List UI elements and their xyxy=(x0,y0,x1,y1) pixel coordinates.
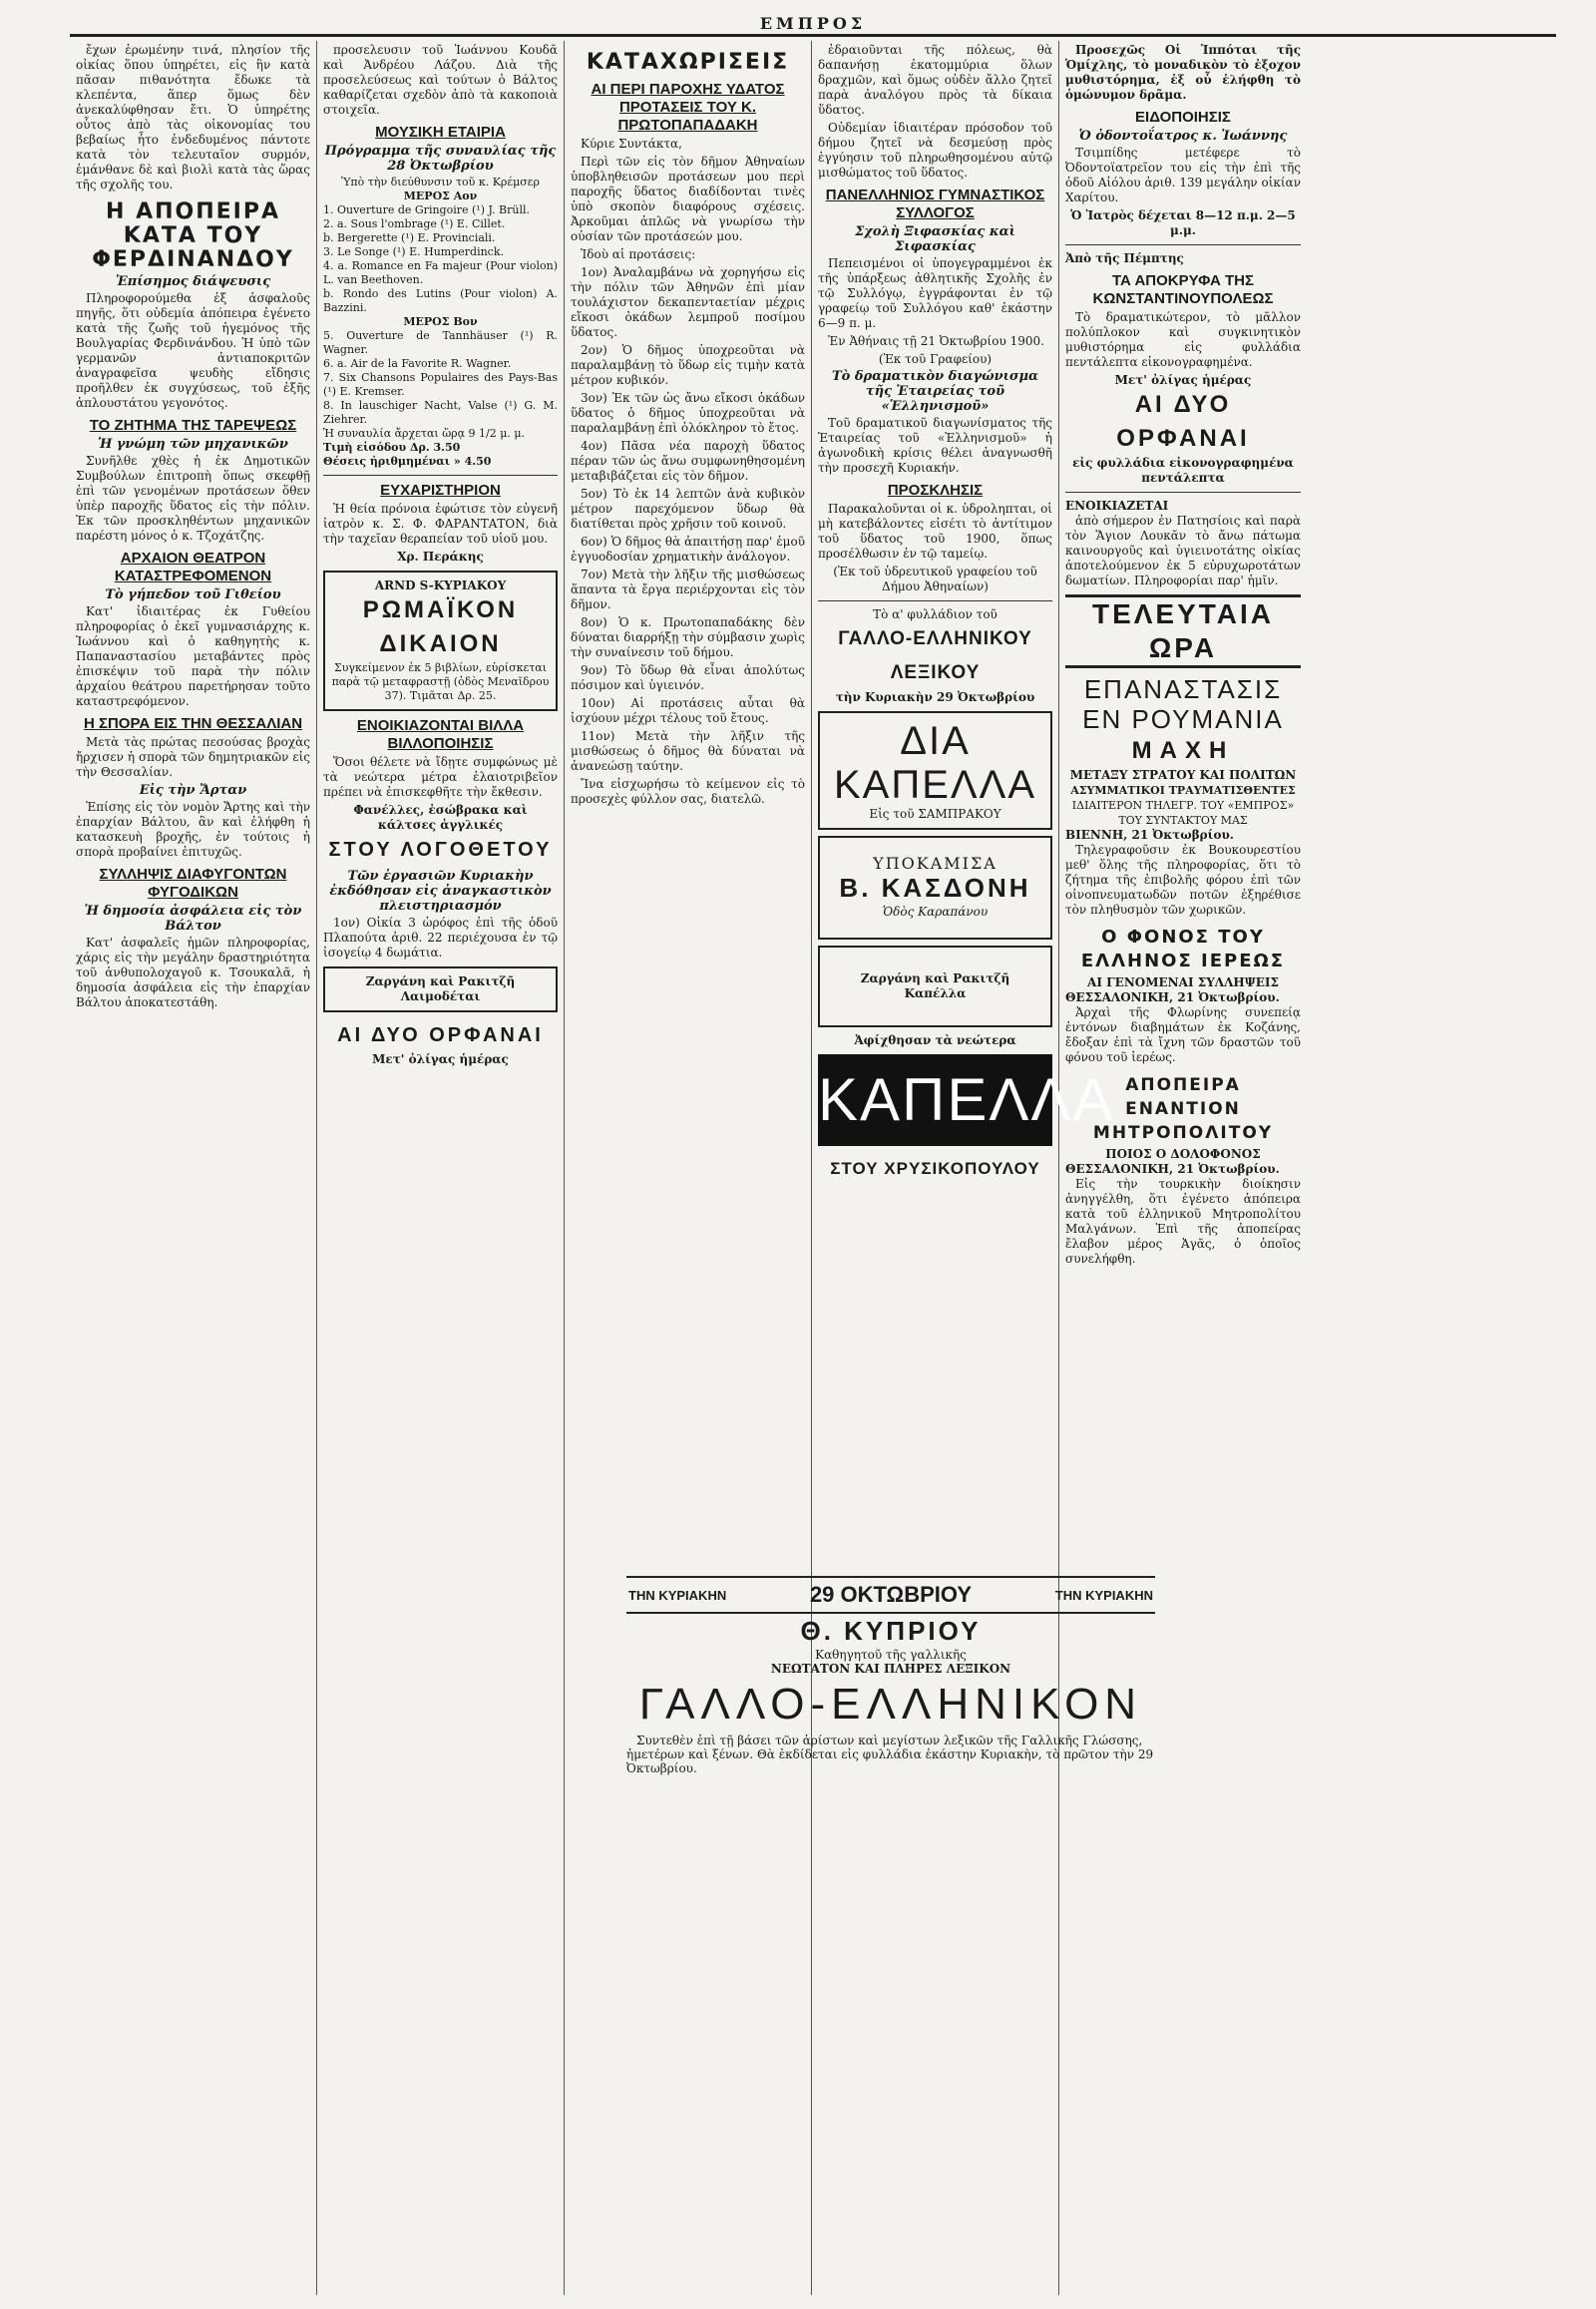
article-body: ἀπὸ σήμερον ἐν Πατησίοις καὶ παρὰ τὸν Ἅγιον Λουκᾶν τὸ ἄνω πάτωμα καινουργοῦς καὶ ὑγιεινοτάτης οἰκίας ἀποτελούμενον ἐκ 5 εὐρυχωροτάτων δωματίων. Πληροφορίαι παρ' ἡμῖν. xyxy=(1065,514,1301,587)
advert-date: τὴν Κυριακὴν 29 Ὀκτωβρίου xyxy=(835,690,1035,704)
headline-water-proposals: ΑΙ ΠΕΡΙ ΠΑΡΟΧΗΣ ΥΔΑΤΟΣ ΠΡΟΤΑΣΕΙΣ ΤΟΥ Κ. ΠΡΩΤΟΠΑΠΑΔΑΚΗ xyxy=(591,81,785,134)
advert-shop: ΣΤΟΥ ΧΡΥΣΙΚΟΠΟΥΛΟΥ xyxy=(830,1159,1040,1178)
proposal: 1ον) Ἀναλαμβάνω νὰ χορηγήσω εἰς τὴν πόλιν τῶν Ἀθηνῶν ἐπὶ μίαν τουλάχιστον δεκαπενταετίαν μέχρις εἴκοσι ὀκάδων λεμπροῦ ποσίμου ὕδατος. xyxy=(571,265,805,339)
subhead-battle: ΜΑΧΗ xyxy=(1131,737,1235,764)
intro-text: ἐδραιοῦνται τῆς πόλεως, θὰ δαπανήσῃ ἐκατομμύρια ὅλων δραχμῶν, καὶ ὅμως οὐδὲν ἄλλο ζητεῖ παρὰ ἀναλόγου πρὸς τὰ δίκαια ὕδατος. xyxy=(818,43,1052,117)
subhead: Τῶν ἐργασιῶν Κυριακὴν ἐκδόθησαν εἰς ἀναγκαστικὸν πλειστηριασμόν xyxy=(329,869,552,914)
program-item: 3. Le Songe (¹) E. Humperdinck. xyxy=(323,245,504,258)
signature: (Ἐκ τοῦ ὑδρευτικοῦ γραφείου τοῦ Δήμου Ἀθηναίων) xyxy=(833,565,1037,593)
advert-kapella: ΚΑΠΕΛΛΑ xyxy=(818,1054,1052,1146)
price: Θέσεις ἠριθμημέναι » 4.50 xyxy=(323,455,492,468)
headline-thanks: ΕΥΧΑΡΙΣΤΗΡΙΟΝ xyxy=(380,482,501,499)
column-5 xyxy=(1059,41,1307,2295)
office: (Ἐκ τοῦ Γραφείου) xyxy=(878,352,993,366)
subhead: Ἡ γνώμη τῶν μηχανικῶν xyxy=(98,437,288,452)
advert-line: Β. ΚΑΣΔΟΝΗ xyxy=(839,873,1031,903)
column-2 xyxy=(317,41,565,2295)
headline-last-hour: ΤΕΛΕΥΤΑΙΑ ΩΡΑ xyxy=(1065,594,1301,668)
headline-orphans: ΑΙ ΔΥΟ ΟΡΦΑΝΑΙ xyxy=(1116,391,1250,452)
advert-sub: Εἰς τοῦ ΣΑΜΠΡΑΚΟΥ xyxy=(869,807,1001,821)
advert-date-bar xyxy=(626,1576,1155,1614)
advert-roman-law xyxy=(323,571,558,711)
headline-metropolitan: ΑΠΟΠΕΙΡΑ ΕΝΑΝΤΙΟΝ ΜΗΤΡΟΠΟΛΙΤΟΥ xyxy=(1092,1075,1274,1143)
advert-pre: Ἀφίχθησαν τὰ νεώτερα xyxy=(854,1033,1016,1047)
headline-orphans: ΑΙ ΔΥΟ ΟΡΦΑΝΑΙ xyxy=(337,1024,544,1046)
advert-line: ΥΠΟΚΑΜΙΣΑ xyxy=(873,854,998,873)
part-a: ΜΕΡΟΣ Αον xyxy=(403,190,478,202)
article-body: 1ον) Οἰκία 3 ὡρόφος ἐπὶ τῆς ὁδοῦ Πλαπούτα ἀριθ. 22 περιέχουσα ἐν τῷ ἰσογείῳ 4 δωμάτια. xyxy=(323,916,558,960)
subhead: Τὸ γήπεδον τοῦ Γιθείου xyxy=(105,587,281,602)
proposal: 9ον) Τὸ ὕδωρ θὰ εἶναι ἀπολύτως πόσιμον καὶ ὑγιεινόν. xyxy=(571,663,805,692)
small-head: Ἀπὸ τῆς Πέμπτης xyxy=(1065,251,1184,265)
program-item: 2. a. Sous l'ombrage (¹) E. Cillet. xyxy=(323,217,506,230)
advert-shirts xyxy=(818,836,1052,940)
proposal: 6ον) Ὁ δῆμος θὰ ἀπαιτήσῃ παρ' ἐμοῦ ἐγγυοδοσίαν χρηματικὴν ἀνάλογον. xyxy=(571,535,805,564)
advert-text: Συγκείμενον ἐκ 5 βιβλίων, εὑρίσκεται παρὰ τῷ μεταφραστῇ (ὁδὸς Μεναῖδρου 37). Τιμᾶται Δρ. 25. xyxy=(331,661,550,702)
subhead: ΑΙ ΓΕΝΟΜΕΝΑΙ ΣΥΛΛΗΨΕΙΣ xyxy=(1087,975,1279,989)
intro-text: ἔχων ἐρωμένην τινά, πλησίον τῆς οἰκίας ὅπου ὑπηρέτει, εἰς ἣν κατὰ πᾶσαν πιθανότητα ἔδωκε τὰ κλεπέντα, ἅπερ ὅμως δὲν ἀνεκαλύφθησαν ἔτι. Ὁ ὑπηρέτης οὗτος ἀπὸ τὰς οἰκονομίας του βεβαίως ἦτο ἐνδεδυμένος πάντοτε κατὰ τὸν τελευταῖον συρμόν, ἐμάνθανε δὲ καὶ βιολὶ κατὰ τὰς ὥρας τῆς σχολῆς του. xyxy=(76,43,310,192)
advert-pre: Τὸ α' φυλλάδιον τοῦ xyxy=(873,607,998,621)
advert-title: ΓΑΛΛΟ-ΕΛΛΗΝΙΚΟΝ xyxy=(638,1680,1143,1729)
dateline: ΘΕΣΣΑΛΟΝΙΚΗ, 21 Ὀκτωβρίου. xyxy=(1065,990,1280,1004)
columns xyxy=(70,41,1556,2295)
salutation: Κύριε Συντάκτα, xyxy=(581,137,682,151)
advert-top: ARND S-ΚΥΡΙΑΚΟΥ xyxy=(374,578,507,592)
proposal: 8ον) Ὁ κ. Πρωτοπαπαδάκης δὲν δύναται διαρρήξῃ τὴν σύμβασιν χωρὶς τὴν συναίνεσιν τοῦ δήμου. xyxy=(571,615,805,659)
headline-notice: ΕΙΔΟΠΟΙΗΣΙΣ xyxy=(1135,109,1231,126)
subhead: Σχολὴ Ξιφασκίας καὶ Σιφασκίας xyxy=(855,224,1015,254)
article-body: Εἰς τὴν τουρκικὴν διοίκησιν ἀνηγγέλθη, ὅτι ἐγένετο ἀπόπειρα κατὰ τοῦ ἑλληνικοῦ Μητροπολίτου Μαλγάνων. Ἐπὶ τῆς ἀποπείρας ἔλαβον μέρος Ἀγᾶς, ὁ ὁποῖος συνελήφθη. xyxy=(1065,1177,1301,1266)
program-item: 4. a. Romance en Fa majeur (Pour violon) L. van Beethoven. xyxy=(323,259,558,286)
proposal: 11ον) Μετὰ τὴν λῆξιν τῆς μισθώσεως ὁ δῆμος θὰ δύναται νὰ ἀνανεώσῃ ταύτην. xyxy=(571,729,805,773)
program-item: 1. Ouverture de Gringoire (¹) J. Brüll. xyxy=(323,203,530,216)
article-body: Περὶ τῶν εἰς τὸν δῆμον Ἀθηναίων ὑποβληθεισῶν προτάσεων μου περὶ παροχῆς ὕδατος διαδίδονται τινὲς ὑπὸ σκοπὸν διαφόρους σχέσεις. Ἀρκοῦμαι ἁπλῶς νὰ γνωρίσω τὴν οὐσίαν τῶν προτάσεών μου. xyxy=(571,155,805,243)
advert-neckties xyxy=(323,966,558,1012)
concert-start: Ἡ συναυλία ἄρχεται ὥρᾳ 9 1/2 μ. μ. xyxy=(323,427,526,440)
article-body: Μετὰ τὰς πρώτας πεσούσας βροχὰς ἤρχισεν ἡ σπορὰ τῶν δημητριακῶν εἰς τὴν Θεσσαλίαν. xyxy=(76,735,310,779)
headline-drama: Τὸ δραματικὸν διαγώνισμα τῆς Ἑταιρείας τοῦ «Ἑλληνισμοῦ» xyxy=(831,369,1039,414)
divider xyxy=(323,475,558,476)
dateline: ΘΕΣΣΑΛΟΝΙΚΗ, 21 Ὀκτωβρίου. xyxy=(1065,1162,1280,1176)
hours: Ὁ Ἰατρὸς δέχεται 8—12 π.μ. 2—5 μ.μ. xyxy=(1070,208,1296,237)
advert-line: Λαιμοδέται xyxy=(400,989,481,1003)
subhead: ΑΣΥΜΜΑΤΙΚΟΙ ΤΡΑΥΜΑΤΙΣΘΕΝΤΕΣ xyxy=(1070,784,1296,797)
program-item: 6. a. Air de la Favorite R. Wagner. xyxy=(323,357,512,370)
sub-note: εἰς φυλλάδια εἰκονογραφημένα πεντάλεπτα xyxy=(1072,456,1294,485)
proposal: 3ον) Ἐκ τῶν ὡς ἄνω εἴκοσι ὀκάδων ὕδατος ὁ δῆμος ὑποχρεοῦται νὰ παραλαμβάνῃ ἐπὶ ὁλόκληρον τὸ ἔτος. xyxy=(571,391,805,435)
proposal: 2ον) Ὁ δῆμος ὑποχρεοῦται νὰ παραλαμβάνῃ τὸ ὕδωρ εἰς τιμὴν κατὰ μέτρον κυβικόν. xyxy=(571,343,805,387)
advert-line: Καπέλλα xyxy=(904,986,967,1000)
intro-text: προσελευσιν τοῦ Ἰωάννου Κουδᾶ καὶ Ἀνδρέου Λάζου. Διὰ τῆς προσελεύσεως καὶ τούτων ὁ Βάλτος καθαρίζεται σχεδὸν ἀπὸ τὰ κακοποιὰ στοιχεῖα. xyxy=(323,43,558,117)
headline-fugitives: ΣΥΛΛΗΨΙΣ ΔΙΑΦΥΓΟΝΤΩΝ ΦΥΓΟΔΙΚΩΝ xyxy=(99,866,287,901)
advert-line: Ὁδὸς Καραπάνου xyxy=(882,905,989,919)
article-body: Πληροφορούμεθα ἐξ ἀσφαλοῦς πηγῆς, ὅτι οὐδεμία ἀπόπειρα ἐγένετο κατὰ τῆς ζωῆς τοῦ ἡγεμόνος τῆς Βουλγαρίας Φερδινάνδου. Ἡ ὑπὸ τῶν γερμανῶν ἀντιαποκριτῶν ἀναγραφεῖσα ψευδὴς εἴδησις προῆλθεν ἐκ συγχύσεως, τοῦ ἐξῆς ἁπλουστάτου γεγονότος. xyxy=(76,291,310,410)
article-body: Πεπεισμένοι οἱ ὑπογεγραμμένοι ἐκ τῆς ὑπάρξεως ἀθλητικῆς Σχολῆς ἐν τῷ Συλλόγῳ, ἐγγράφονται ἐν τῷ γραφείῳ τοῦ Συλλόγου καθ' ἑκάστην 6—9 π. μ. xyxy=(818,256,1052,330)
headline-water: ΤΟ ΖΗΤΗΜΑ ΤΗΣ ΤΑΡΕΨΕΩΣ xyxy=(89,417,297,434)
direction: Ὑπὸ τὴν διεύθυνσιν τοῦ κ. Κρέμσερ xyxy=(341,176,540,189)
part-b: ΜΕΡΟΣ Βον xyxy=(403,315,478,328)
headline-ferdinand: Η ΑΠΟΠΕΙΡΑ ΚΑΤΑ ΤΟΥ ΦΕΡΔΙΝΑΝΔΟΥ xyxy=(92,199,294,272)
program-item: 7. Six Chansons Populaires des Pays-Bas (¹) E. Kremser. xyxy=(323,371,558,398)
advert-title: ΡΩΜΑΪΚΟΝ ΔΙΚΑΙΟΝ xyxy=(362,596,519,657)
divider xyxy=(1065,492,1301,493)
headline-music: ΜΟΥΣΙΚΗ ΕΤΑΙΡΙΑ xyxy=(375,124,506,141)
article-body: Ἀρχαὶ τῆς Φλωρίνης συνεπείᾳ ἐντόνων διαβημάτων ἐκ Κοζάνης, ἔδοξαν ἐπὶ τὰ ἴχνη τῶν δραστῶν τοῦ φόνου τοῦ ἱερέως. xyxy=(1065,1005,1301,1064)
advert-line: Ζαργάνη καὶ Ρακιτζῆ xyxy=(860,971,1010,985)
footer-note: Μετ' ὀλίγας ἡμέρας xyxy=(372,1052,509,1066)
subhead: Ἐπίσημος διάψευσις xyxy=(115,274,271,289)
proposal: 5ον) Τὸ ἐκ 14 λεπτῶν ἀνὰ κυβικὸν μέτρον παρεχόμενον ὕδωρ θὰ διατίθεται πρὸς χρῆσιν τοῦ κοινοῦ. xyxy=(571,487,805,531)
article-body: Τοῦ δραματικοῦ διαγωνίσματος τῆς Ἑταιρείας τοῦ «Ἑλληνισμοῦ» ἡ ἀγωνοδικὴ κρίσις θέλει ἀναγνωσθῆ τὴν προσεχῆ Κυριακήν. xyxy=(818,416,1052,475)
subhead: Ὁ ὀδοντοΐατρος κ. Ἰωάννης xyxy=(1078,129,1288,144)
headline-secrets: ΤΑ ΑΠΟΚΡΥΦΑ ΤΗΣ ΚΩΝΣΤΑΝΤΙΝΟΥΠΟΛΕΩΣ xyxy=(1092,272,1274,307)
article-body: Κατ' ἰδιαιτέρας ἐκ Γυθείου πληροφορίας ὁ ἐκεῖ γυμνασιάρχης κ. Ἰωάννου καὶ ὁ καθηγητὴς κ. Παπαναστασίου μεταβάντες πρὸς ἐπισκέψιν τοῦ παρὰ τὴν πόλιν ἀρχαίου θεάτρου παρετήρησαν τοῦτο καταστρεφόμενον. xyxy=(76,604,310,708)
masthead: ΕΜΠΡΟΣ xyxy=(759,14,867,33)
headline-theatre: ΑΡΧΑΙΟΝ ΘΕΑΤΡΟΝ ΚΑΤΑΣΤΡΕΦΟΜΕΝΟΝ xyxy=(114,550,272,584)
source: ΙΔΙΑΙΤΕΡΟΝ ΤΗΛΕΓΡ. ΤΟΥ «ΕΜΠΡΟΣ» ΤΟΥ ΣΥΝΤΑΚΤΟΥ ΜΑΣ xyxy=(1071,799,1295,827)
closing: Ἴνα εἰσχωρήσω τὸ κείμενον εἰς τὸ προσεχὲς φύλλον σας, διατελῶ. xyxy=(571,777,805,806)
article-body: Τσιμπίδης μετέφερε τὸ Ὀδοντοϊατρεῖον του εἰς τὴν ἐπὶ τῆς ὁδοῦ Αἰόλου ἀριθ. 139 μεγάλην οἰκίαν Χαρίτου. xyxy=(1065,146,1301,204)
article-body: Τηλεγραφοῦσιν ἐκ Βουκουρεστίου μεθ' ὅλης τῆς πληροφορίας, ὅτι τὸ ζήτημα τῆς ἐπιβολῆς φόρου ἐπὶ τῶν οἰνοπνευματωδῶν ποτῶν ἐξηρέθισε τὸν πληθυσμὸν τῶν χωρικῶν. xyxy=(1065,843,1301,917)
bar-date: 29 ΟΚΤΩΒΡΙΟΥ xyxy=(809,1582,973,1607)
headline-rent: ΕΝΟΙΚΙΑΖΕΤΑΙ xyxy=(1065,499,1169,513)
proposal: 10ον) Αἱ προτάσεις αὗται θὰ ἰσχύουν μέχρι τέλους τοῦ ἔτους. xyxy=(571,696,805,725)
advert-text: Συντεθὲν ἐπὶ τῇ βάσει τῶν ἀρίστων καὶ μεγίστων λεξικῶν τῆς Γαλλικῆς Γλώσσης, ἡμετέρων καὶ ξένων. Θὰ ἐκδίδεται εἰς φυλλάδια ἐκάστην Κυριακὴν, τὸ πρῶτον τὴν 29 Ὀκτωβρίου. xyxy=(626,1733,1154,1775)
headline-villa: ΕΝΟΙΚΙΑΖΟΝΤΑΙ ΒΙΛΛΑ ΒΙΛΛΟΠΟΙΗΣΙΣ xyxy=(356,717,525,752)
article-body: Παρακαλοῦνται οἱ κ. ὑδροληπται, οἱ μὴ κατεβάλοντες εἰσέτι τὸ ἀντίτιμον τοῦ ὕδατος τοῦ 1900, ὅπως προσέλθωσιν ἐν τῷ ταμείῳ. xyxy=(818,502,1052,561)
dictionary-advert xyxy=(626,1576,1155,1778)
program-item: b. Bergerette (¹) E. Provinciali. xyxy=(323,231,496,244)
advert-hats-shop xyxy=(818,946,1052,1027)
subhead: Πρόγραμμα τῆς συναυλίας τῆς 28 Ὀκτωβρίου xyxy=(324,144,557,174)
dateline: ΒΙΕΝΝΗ, 21 Ὀκτωβρίου. xyxy=(1065,828,1234,842)
author-desc: Καθηγητοῦ τῆς γαλλικῆς xyxy=(815,1648,967,1662)
bar-left: ΤΗΝ ΚΥΡΙΑΚΗΝ xyxy=(628,1587,727,1603)
article-body: Κατ' ἀσφαλεῖς ἡμῶν πληροφορίας, χάρις εἰς τὴν μεγάλην δραστηριότητα τοῦ ἀνθυπολοχαγοῦ κ. Τσουκαλᾶ, ἡ δημοσία ἀσφάλεια εἰς τὴν ἐπαρχίαν Βάλτου ἀποκατεστάθη. xyxy=(76,936,310,1009)
proposals-intro: Ἰδοὺ αἱ προτάσεις: xyxy=(581,247,696,261)
advert-line: Ζαργάνη καὶ Ρακιτζῆ xyxy=(365,974,516,988)
advert-shop: ΣΤΟΥ ΛΟΓΟΘΕΤΟΥ xyxy=(328,839,553,861)
pre-note: Μετ' ὀλίγας ἡμέρας xyxy=(1114,373,1252,387)
price: Τιμὴ εἰσόδου Δρ. 3.50 xyxy=(323,441,461,454)
signature: Χρ. Περάκης xyxy=(397,550,484,564)
advert-title: ΔΙΑ ΚΑΠΕΛΛΑ xyxy=(833,719,1037,807)
program-item: b. Rondo des Lutins (Pour violon) A. Bazzini. xyxy=(323,287,558,314)
proposal: 7ον) Μετὰ τὴν λῆξιν τῆς μισθώσεως ἅπαντα τὰ ἔργα περιέρχονται εἰς τὸν δῆμον. xyxy=(571,568,805,611)
headline-gym: ΠΑΝΕΛΛΗΝΙΟΣ ΓΥΜΝΑΣΤΙΚΟΣ ΣΥΛΛΟΓΟΣ xyxy=(825,187,1045,221)
article-body: Συνῆλθε χθὲς ἡ ἐκ Δημοτικῶν Συμβούλων ἐπιτροπὴ ὅπως σκεφθῇ ἐπὶ τῶν γενομένων προτάσεων ὅθεν ὑπὲρ παροχῆς ὕδατος εἰς τὴν πόλιν. Ἐκ τῶν προσκληθέντων μηχανικῶν παρέστη μόνος ὁ κ. Τζοχάτζης. xyxy=(76,454,310,543)
column-1 xyxy=(70,41,317,2295)
headline-thessaly: Η ΣΠΟΡΑ ΕΙΣ ΤΗΝ ΘΕΣΣΑΛΙΑΝ xyxy=(83,715,303,732)
headline-invitation: ΠΡΟΣΚΛΗΣΙΣ xyxy=(887,482,984,499)
article-body: Ἐπίσης εἰς τὸν νομὸν Ἄρτης καὶ τὴν ἐπαρχίαν Βάλτου, ἂν καὶ ἐλήφθη ἡ κατασκευὴ βροχῆς, ἐν τούτοις ἡ σπορὰ προβαίνει ἐπιτυχῶς. xyxy=(76,800,310,859)
subhead: ΠΟΙΟΣ Ο ΔΟΛΟΦΟΝΟΣ xyxy=(1105,1147,1261,1161)
advert-subtitle: ΝΕΩΤΑΤΟΝ ΚΑΙ ΠΛΗΡΕΣ ΛΕΞΙΚΟΝ xyxy=(770,1662,1011,1676)
article-body: Ὅσοι θέλετε νὰ ἴδῃτε συμφώνως μὲ τὰ νεώτερα μέτρα ἑλαιοτριβεῖον πρέπει νὰ ἐπισκεφθῆτε τὴν ἔκθεσιν. xyxy=(323,755,558,799)
advert-dictionary: ΓΑΛΛΟ-ΕΛΛΗΝΙΚΟΥ ΛΕΞΙΚΟΥ xyxy=(838,628,1032,683)
article-body: Τὸ δραματικώτερον, τὸ μᾶλλον πολύπλοκον καὶ συγκινητικὸν μυθιστόρημα εἰς φυλλάδια πεντάλεπτα εἰκονογραφημένα. xyxy=(1065,310,1301,369)
column-3 xyxy=(565,41,812,2295)
headline-priest: Ο ΦΟΝΟΣ ΤΟΥ ΕΛΛΗΝΟΣ ΙΕΡΕΩΣ xyxy=(1080,927,1286,971)
advert-hats xyxy=(818,711,1052,830)
divider xyxy=(1065,244,1301,245)
masthead-rule xyxy=(70,34,1556,37)
proposal: 4ον) Πᾶσα νέα παροχὴ ὕδατος πέραν τῶν ὡς ἄνω συμφωνηθησομένη μεταβιβάζεται εἰς τὸν δῆμον. xyxy=(571,439,805,483)
subhead: Ἡ δημοσία ἀσφάλεια εἰς τὸν Βάλτον xyxy=(84,904,302,934)
article-body: Οὐδεμίαν ἰδιαιτέραν πρόσοδον τοῦ δήμου ζητεῖ νὰ δεσμεύσῃ πρὸς ἐγγύησιν τοῦ πληρωθησομένου αὐτῷ μισθώματος τοῦ ὕδατος. xyxy=(818,121,1052,180)
advert-author: Θ. ΚΥΠΡΙΟΥ xyxy=(800,1616,982,1646)
program-item: 5. Ouverture de Tannhäuser (¹) R. Wagner. xyxy=(323,329,558,356)
subhead: ΜΕΤΑΞΥ ΣΤΡΑΤΟΥ ΚΑΙ ΠΟΛΙΤΩΝ xyxy=(1069,768,1297,782)
program-item: 8. In lauschiger Nacht, Valse (¹) G. M. Ziehrer. xyxy=(323,399,558,426)
headline-listings: ΚΑΤΑΧΩΡΙΣΕΙΣ xyxy=(586,50,790,75)
bar-right: ΤΗΝ ΚΥΡΙΑΚΗΝ xyxy=(1054,1587,1153,1603)
headline-revolution: ΕΠΑΝΑΣΤΑΣΙΣ ΕΝ ΡΟΥΜΑΝΙΑ xyxy=(1082,674,1284,734)
article-body: Ἡ θεία πρόνοια ἐφώτισε τὸν εὐγενῆ ἰατρὸν κ. Σ. Φ. ΦΑΡΑΝΤΑΤΟΝ, διὰ τὴν ταχεῖαν θεραπείαν τοῦ υἱοῦ μου. xyxy=(323,502,558,546)
divider xyxy=(818,600,1052,601)
top-note: Προσεχῶς Οἱ Ἱππόται τῆς Ὁμίχλης, τὸ μοναδικὸν τὸ ἐξοχον μυθιστόρημα, ἐξ οὗ ἐλήφθη τὸ ὁμώνυμον δρᾶμα. xyxy=(1065,43,1301,102)
advert-title: Φανέλλες, ἐσώβρακα καὶ κάλτσες ἀγγλικές xyxy=(353,803,528,832)
subhead: Εἰς τὴν Ἄρταν xyxy=(139,783,247,798)
date-line: Ἐν Ἀθήναις τῇ 21 Ὀκτωβρίου 1900. xyxy=(828,334,1044,348)
